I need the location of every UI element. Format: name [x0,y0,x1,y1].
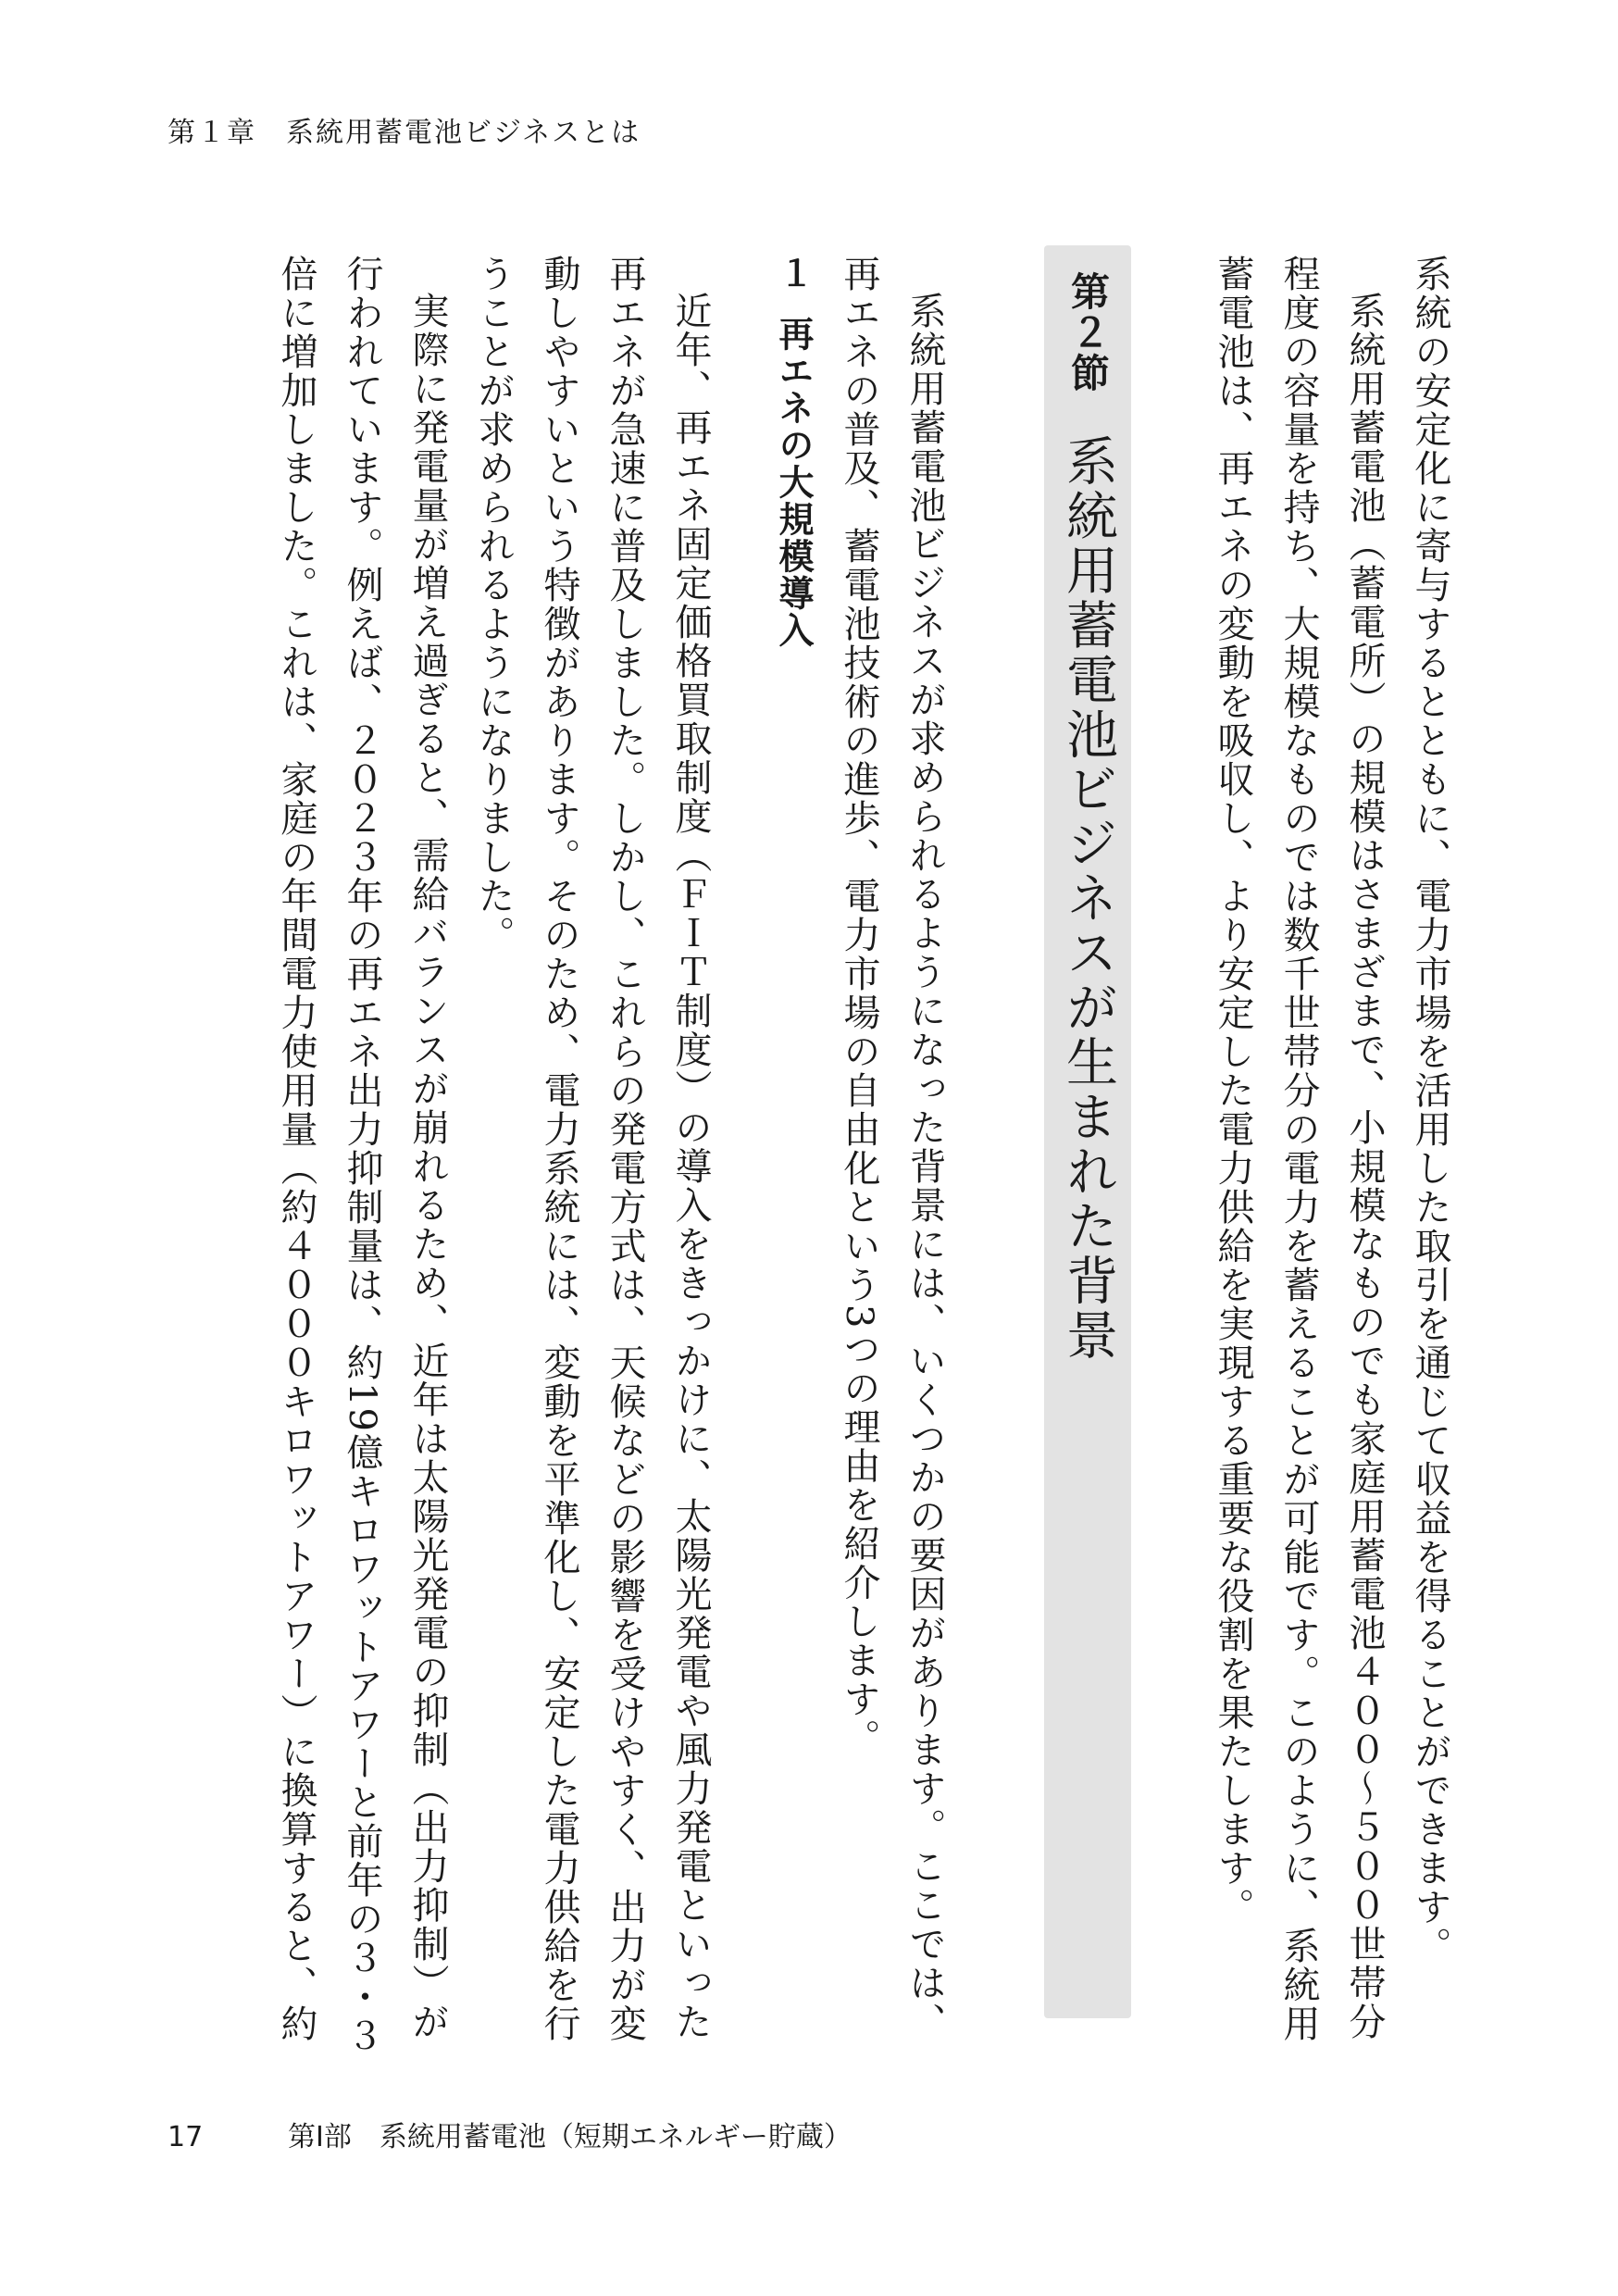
body-line: 再エネが急速に普及しました。しかし、これらの発電方式は、天候などの影響を受けやすく、出力が変 [604,255,646,2043]
page-number: 17 [168,2121,204,2153]
body-line: 再エネの普及、蓄電池技術の進歩、電力市場の自由化という3つの理由を紹介します。 [838,255,880,1758]
body-line: 実際に発電量が増え過ぎると、需給バランスが崩れるため、近年は太陽光発電の抑制（出力抑制）が [406,292,449,2041]
part-title: 第Ⅰ部 系統用蓄電池（短期エネルギー貯蔵） [288,2121,852,2153]
body-line: うことが求められるようになりました。 [472,255,515,955]
body-line: 行われています。例えば、２０２３年の再エネ出力抑制量は、約19億キロワットアワーと前年の３・３ [341,255,383,2055]
body-line: 系統用蓄電池ビジネスが求められるようになった背景には、いくつかの要因があります。ここでは、 [903,292,946,2041]
page-footer [168,2114,852,2154]
body-line: 近年、再エネ固定価格買取制度（ＦＩＴ制度）の導入をきっかけに、太陽光発電や風力発電といった [669,292,712,2041]
body-line: 倍に増加しました。これは、家庭の年間電力使用量（約４０００キロワットアワー）に換算すると、約 [275,255,317,2043]
body-line: 程度の容量を持ち、大規模なものでは数千世帯分の電力を蓄えることが可能です。このように、系統用 [1277,255,1320,2043]
body-line: 動しやすいという特徴があります。そのため、電力系統には、変動を平準化し、安定した電力供給を行 [538,255,580,2043]
body-line: 系統の安定化に寄与するとともに、電力市場を活用した取引を通じて収益を得ることができます。 [1409,255,1451,1965]
section-title: 系統用蓄電池ビジネスが生まれた背景 [1058,434,1118,1363]
subsection-number: １ [773,255,814,292]
subsection-heading [760,255,826,2060]
subsection-title: 再エネの大規模導入 [773,316,814,649]
section-heading [1044,245,1131,2018]
body-line: 系統用蓄電池（蓄電所）の規模はさまざまで、小規模なものでも家庭用蓄電池４００〜５００世帯分 [1343,292,1386,2041]
body-line: 蓄電池は、再エネの変動を吸収し、より安定した電力供給を実現する重要な役割を果たします。 [1212,255,1254,1927]
body-text [148,255,1462,2060]
running-head: 第１章 系統用蓄電池ビジネスとは [168,117,641,149]
section-number: 第２節 [1065,271,1111,393]
